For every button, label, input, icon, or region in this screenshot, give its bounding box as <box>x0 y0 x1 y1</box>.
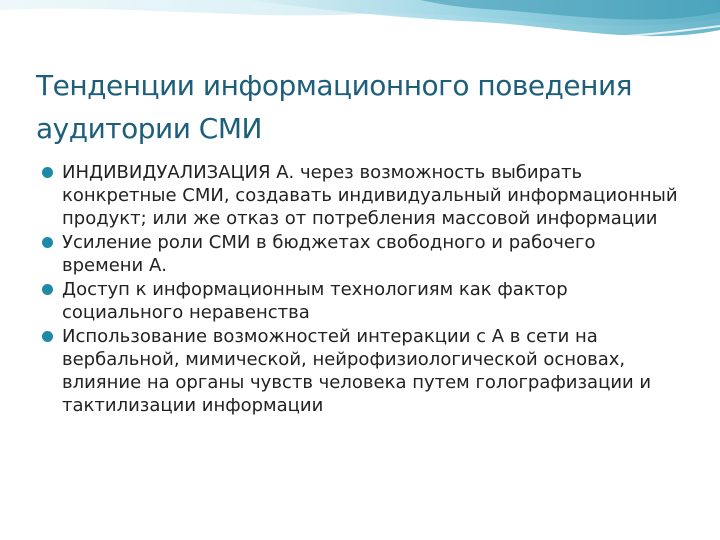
bullet-dot-icon <box>42 237 53 248</box>
bullet-text: Доступ к информационным технологиям как фактор социального неравенства <box>62 279 568 323</box>
bullet-dot-icon <box>42 284 53 295</box>
slide-title: Тенденции информационного поведения аудитории СМИ <box>36 69 632 145</box>
bullet-item <box>42 325 682 417</box>
bullet-text: Использование возможностей интеракции с А в сети на вербальной, мимической, нейрофизиологической основах, влияние на органы чувств человека путем голографизации и тактилизации информации <box>62 326 652 416</box>
bullet-text: ИНДИВИДУАЛИЗАЦИЯ А. через возможность выбирать конкретные СМИ, создавать индивидуальный информационный продукт; или же отказ от потребления массовой информации <box>62 162 678 229</box>
bullet-list <box>42 161 682 418</box>
bullet-dot-icon <box>42 167 53 178</box>
bullet-dot-icon <box>42 331 53 342</box>
bullet-item <box>42 278 682 324</box>
header-wave-decoration <box>0 0 720 60</box>
bullet-item <box>42 161 682 230</box>
bullet-item <box>42 231 682 277</box>
bullet-text: Усиление роли СМИ в бюджетах свободного и рабочего времени А. <box>62 232 596 276</box>
